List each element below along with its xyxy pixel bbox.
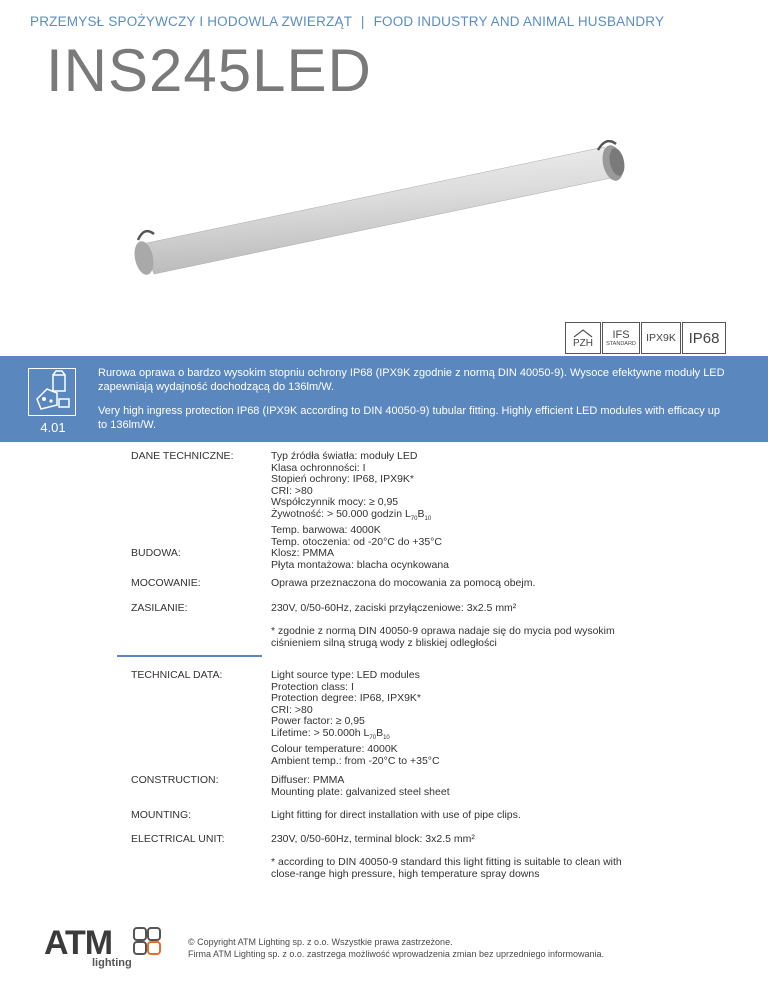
note-line: * according to DIN 40050-9 standard this light fitting is suitable to clean with (271, 856, 622, 868)
cert-ifs-label: IFS (612, 328, 630, 341)
description-pl (98, 366, 728, 394)
description-en (98, 404, 728, 432)
spec-line: Współczynnik mocy: ≥ 0,95 (271, 496, 399, 508)
description-en-line: Very high ingress protection IP68 (IPX9K according to DIN 40050-9) tubular fitting. Highly efficient LED modules with efficacy up (98, 405, 721, 417)
category-pl: PRZEMYSŁ SPOŻYWCZY I HODOWLA ZWIERZĄT (30, 14, 352, 29)
spec-line: Temp. otoczenia: od -20°C do +35°C (271, 535, 442, 548)
house-icon (573, 328, 593, 338)
cert-pzh-label: PZH (573, 337, 593, 349)
description-pl-line: Rurowa oprawa o bardzo wysokim stopniu ochrony IP68 (IPX9K zgodnie z normą DIN 40050-9). Wysoce efektywne moduły LED (98, 367, 725, 379)
lifetime-prefix: Lifetime: > 50.000h L (271, 726, 370, 739)
product-title: INS245LED (46, 37, 372, 104)
spec-pl-build-values (271, 548, 691, 571)
lifetime-mid: B (417, 507, 425, 520)
spec-line: Klosz: PMMA (271, 547, 335, 559)
cert-ipx9k-label: IPX9K (646, 332, 676, 344)
lifetime-sub: 70 (369, 734, 377, 741)
spec-line: Mounting plate: galvanized steel sheet (271, 785, 450, 798)
lifetime-sub: 10 (424, 515, 432, 522)
spec-en-note (271, 857, 691, 880)
spec-pl-power-value: 230V, 0/50-60Hz, zaciski przyłączeniowe: 3x2.5 mm² (271, 602, 517, 614)
spec-pl-note (271, 626, 691, 649)
category-code: 4.01 (40, 420, 66, 435)
spec-line: Klasa ochronności: I (271, 461, 366, 474)
spec-en-power-value: 230V, 0/50-60Hz, terminal block: 3x2.5 mm² (271, 833, 475, 845)
spec-en-tech-values (271, 670, 691, 767)
atm-logo-text: ATM (44, 924, 113, 962)
note-line: close-range high pressure, high temperature spray downs (271, 867, 540, 880)
cert-ip68-label: IP68 (688, 329, 720, 347)
spec-pl-mount-label: MOCOWANIE: (131, 577, 201, 589)
product-image (120, 140, 640, 290)
description-en-line: to 136lm/W. (98, 419, 157, 431)
footer-copyright: © Copyright ATM Lighting sp. z o.o. Wszystkie prawa zastrzeżone. (188, 937, 453, 947)
note-line: ciśnieniem silną strugą wody z bliskiej odległości (271, 636, 497, 649)
spec-line: Płyta montażowa: blacha ocynkowana (271, 558, 450, 571)
spec-line-lifetime (271, 728, 691, 745)
spec-line: Typ źródła światła: moduły LED (271, 450, 418, 462)
spec-line: Power factor: ≥ 0,95 (271, 715, 365, 727)
lifetime-prefix: Żywotność: > 50.000 godzin L (271, 507, 411, 520)
spec-en-mount-value: Light fitting for direct installation with use of pipe clips. (271, 809, 521, 821)
spec-pl-power-label: ZASILANIE: (131, 602, 188, 614)
spec-en-power-label: ELECTRICAL UNIT: (131, 833, 225, 845)
atm-logo (44, 924, 164, 970)
spec-line-lifetime (271, 509, 691, 526)
spec-line: Protection class: I (271, 680, 354, 693)
category-header (30, 14, 664, 29)
spec-pl-mount-value: Oprawa przeznaczona do mocowania za pomocą obejm. (271, 577, 536, 589)
spec-pl-tech-label: DANE TECHNICZNE: (131, 450, 234, 462)
spec-line: Temp. barwowa: 4000K (271, 524, 381, 537)
lifetime-mid: B (376, 726, 384, 739)
category-separator: | (360, 14, 365, 29)
spec-line: Light source type: LED modules (271, 669, 420, 681)
cert-ifs (602, 322, 640, 354)
spec-line: CRI: >80 (271, 703, 313, 716)
cert-ipx9k (641, 322, 681, 354)
spec-line: Stopień ochrony: IP68, IPX9K* (271, 473, 415, 485)
cert-pzh (565, 322, 601, 354)
lifetime-sub: 10 (383, 734, 390, 741)
lifetime-sub: 70 (410, 515, 418, 522)
atm-logo-mark (132, 926, 164, 966)
spec-en-tech-label: TECHNICAL DATA: (131, 669, 223, 681)
footer-disclaimer: Firma ATM Lighting sp. z o.o. zastrzega możliwość wprowadzenia zmian bez uprzedniego informowania. (188, 949, 605, 959)
food-industry-icon (28, 368, 76, 416)
spec-line: Protection degree: IP68, IPX9K* (271, 692, 422, 704)
spec-pl-tech-values (271, 451, 691, 548)
spec-en-build-label: CONSTRUCTION: (131, 774, 219, 786)
cert-ifs-sub: STANDARD (606, 340, 636, 347)
spec-line: Diffuser: PMMA (271, 774, 345, 786)
section-divider (117, 655, 262, 657)
spec-line: CRI: >80 (271, 484, 313, 497)
category-en: FOOD INDUSTRY AND ANIMAL HUSBANDRY (373, 14, 665, 29)
note-line: * zgodnie z normą DIN 40050-9 oprawa nadaje się do mycia pod wysokim (271, 625, 615, 637)
cert-ip68 (682, 322, 726, 354)
atm-logo-sub: lighting (92, 957, 132, 969)
description-pl-line: zapewniają wydajność dochodzącą do 136lm/W. (98, 381, 335, 393)
spec-pl-build-label: BUDOWA: (131, 547, 181, 559)
spec-line: Colour temperature: 4000K (271, 743, 398, 756)
spec-line: Ambient temp.: from -20°C to +35°C (271, 754, 440, 767)
spec-en-mount-label: MOUNTING: (131, 809, 192, 821)
spec-en-build-values (271, 775, 691, 798)
